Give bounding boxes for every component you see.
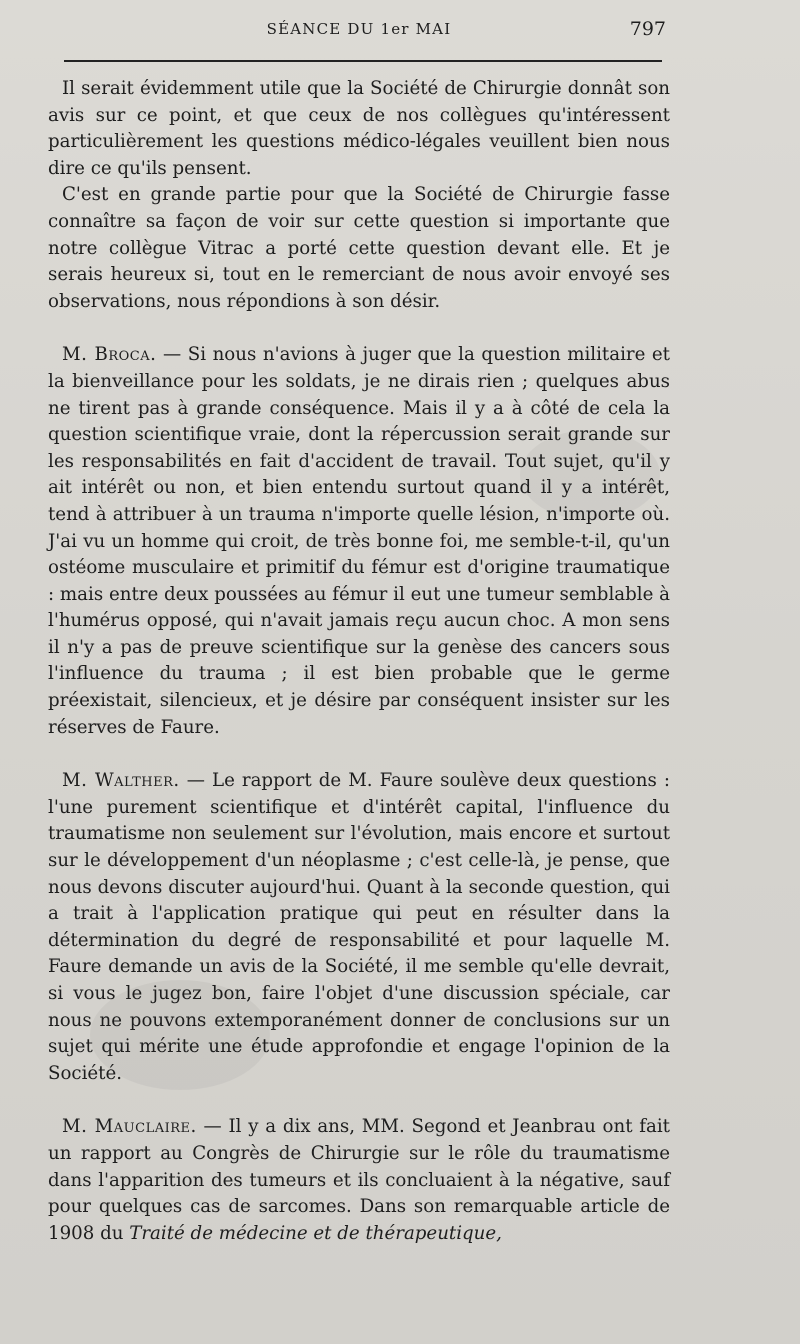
paragraph-text: C'est en grande partie pour que la Société de Chirurgie fasse connaître sa façon de voir sur cette question si importante que notre collègue Vitrac a porté cette question devant elle. Et je serais heureux si, tout en le remerciant de nous avoir envoyé ses observations, nous répondions à son désir. <box>48 184 670 312</box>
speaker-name: M. Broca. <box>62 344 157 366</box>
header-rule <box>64 60 662 62</box>
paragraph-text: — Si nous n'avions à juger que la question militaire et la bienveillance pour les soldats, je ne dirais rien ; quelques abus ne tirent pas à grande conséquence. Mais il y a à côté de cela la question scientifique vraie, dont la répercussion serait grande sur les responsabilités en fait d'accident de travail. Tout sujet, qu'il y ait intérêt ou non, et bien entendu surtout quand il y a intérêt, tend à attribuer à un trauma n'importe quelle lésion, n'importe où. J'ai vu un homme qui croit, de très bonne foi, me semble-t-il, qu'un ostéome musculaire et primitif du fémur est d'origine traumatique : mais entre deux poussées au fémur il eut une tumeur semblable à l'humérus opposé, qui n'avait jamais reçu aucun choc. A mon sens il n'y a pas de preuve scientifique sur la genèse des cancers sous l'influence du trauma ; il est bien probable que le germe préexistait, silencieux, et je désire par conséquent insister sur les réserves de Faure. <box>48 344 670 738</box>
running-header <box>48 18 670 48</box>
paragraph-text: Il serait évidemment utile que la Société de Chirurgie donnât son avis sur ce point, et que ceux de nos collègues qu'intéressent particulièrement les questions médico-légales veuillent bien nous dire ce qu'ils pensent. <box>48 78 670 179</box>
paragraph-walther <box>48 768 670 1087</box>
paragraph <box>48 182 670 315</box>
speaker-name: M. Walther. <box>62 770 180 792</box>
paragraph-broca <box>48 342 670 741</box>
paragraph-text: — Il y a dix ans, MM. Segond et Jeanbrau ont fait un rapport au Congrès de Chirurgie sur le rôle du traumatisme dans l'apparition des tumeurs et ils concluaient à la négative, sauf pour quelques cas de sarcomes. Dans son remarquable article de 1908 du <box>48 1116 670 1244</box>
paragraph-mauclaire <box>48 1114 670 1247</box>
body-text <box>48 76 670 1247</box>
italic-title: Traité de médecine et de thérapeutique, <box>129 1222 502 1244</box>
header-title: SÉANCE DU 1er MAI <box>266 20 452 38</box>
paragraph-text: — Le rapport de M. Faure soulève deux questions : l'une purement scientifique et d'intérêt capital, l'influence du traumatisme non seulement sur l'évolution, mais encore et surtout sur le développement d'un néoplasme ; c'est celle-là, je pense, que nous devons discuter aujourd'hui. Quant à la seconde question, qui a trait à l'application pratique qui peut en résulter dans la détermination du degré de responsabilité et pour laquelle M. Faure demande un avis de la Société, il me semble qu'elle devrait, si vous le jugez bon, faire l'objet d'une discussion spéciale, car nous ne pouvons extemporanément donner de conclusions sur un sujet qui mérite une étude approfondie et engage l'opinion de la Société. <box>48 770 670 1084</box>
speaker-name: M. Mauclaire. <box>62 1116 197 1138</box>
paragraph <box>48 76 670 182</box>
page-number: 797 <box>629 18 666 40</box>
